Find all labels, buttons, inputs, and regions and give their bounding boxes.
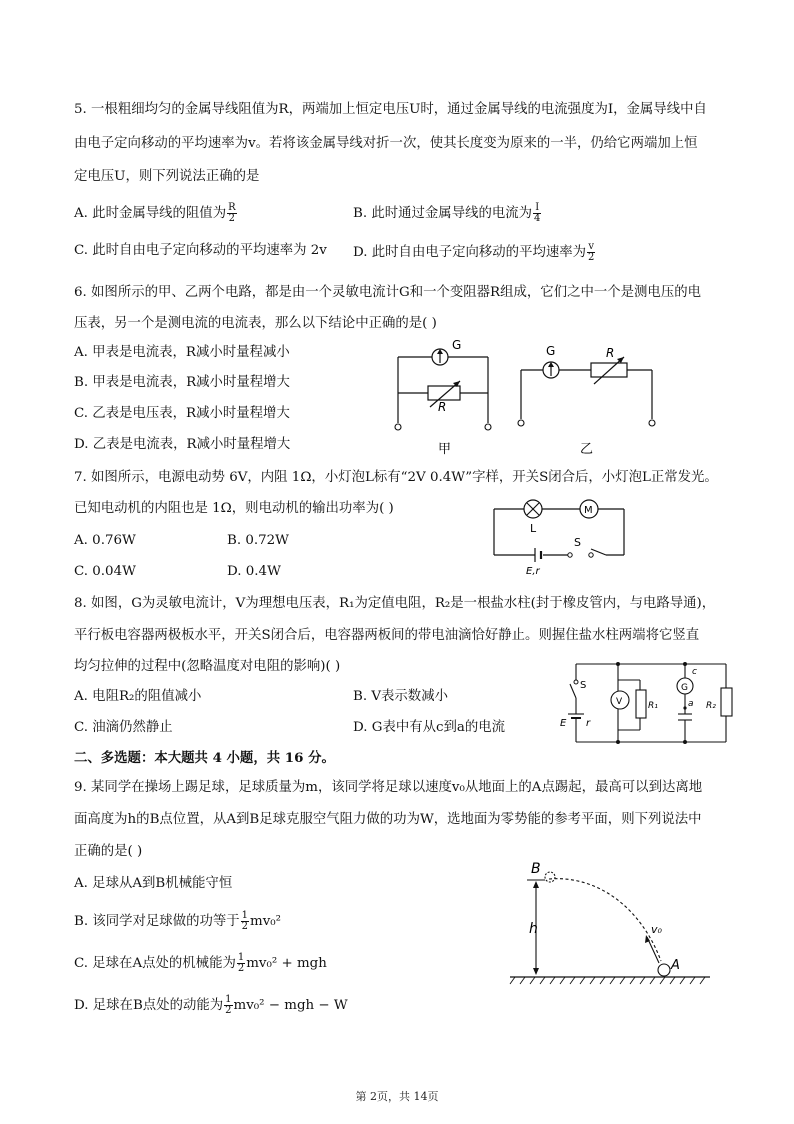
- q7-circuit-figure: [488, 495, 628, 577]
- q6-galvanometer-jia: [432, 349, 448, 365]
- q9-option-d-expr: mv₀² − mgh − W: [233, 998, 348, 1013]
- q9-stem-line1: 9. 某同学在操场上踢足球，足球质量为m，该同学将足球以速度v₀从地面上的A点踢起，最高可以到达离地: [74, 780, 703, 795]
- q8-circuit-figure: [558, 658, 748, 750]
- q8-label-s: S: [580, 680, 587, 691]
- q6-circuit-figure: [390, 335, 670, 460]
- q5-stem-line1: 5. 一根粗细均匀的金属导线阻值为R，两端加上恒定电压U时，通过金属导线的电流强度为I，金属导线中自: [74, 102, 707, 117]
- q7-label-l: L: [530, 522, 537, 535]
- q9-label-b: B: [531, 861, 541, 877]
- q8-label-g: G: [681, 683, 688, 693]
- q9-option-d-text: D. 足球在B点处的动能为: [74, 998, 224, 1013]
- q5-stem-line3: 定电压U，则下列说法正确的是: [74, 169, 260, 184]
- q9-option-d[interactable]: [74, 995, 348, 1016]
- q8-option-b[interactable]: B. V表示数减小: [353, 689, 448, 704]
- q7-option-c[interactable]: C. 0.04W: [74, 564, 136, 579]
- q8-label-e: E: [560, 718, 567, 729]
- q8-oil-drop: [683, 706, 686, 709]
- q9-label-v0: v₀: [651, 923, 662, 936]
- q9-option-c[interactable]: [74, 953, 327, 974]
- q6-label-g-jia: G: [452, 338, 462, 352]
- q6-label-r-yi: R: [606, 346, 615, 360]
- q7-lamp-icon: [524, 500, 542, 518]
- q6-option-c[interactable]: C. 乙表是电压表，R减小时量程增大: [74, 406, 290, 421]
- q6-option-d[interactable]: D. 乙表是电流表，R减小时量程增大: [74, 437, 291, 452]
- q5-option-a-text: A. 此时金属导线的阻值为: [74, 206, 227, 221]
- q8-label-a: a: [688, 699, 694, 709]
- section-multi-choice-title: 二、多选题：本大题共 4 小题，共 16 分。: [74, 750, 335, 766]
- q7-stem-line2: 已知电动机的内阻也是 1Ω，则电动机的输出功率为( ): [74, 501, 394, 516]
- page-footer: 第 2页，共 14页: [355, 1090, 439, 1103]
- q5-option-a-fraction: $\frac{R}{2}$: [228, 202, 236, 224]
- q7-label-er: E,r: [526, 566, 540, 577]
- q9-trajectory-figure: [505, 855, 715, 990]
- q5-stem-line2: 由电子定向移动的平均速率为v。若将该金属导线对折一次，使其长度变为原来的一半，仍给它两端加上恒: [74, 136, 698, 151]
- q8-option-a[interactable]: A. 电阻R₂的阻值减小: [74, 689, 202, 704]
- q9-option-b-text: B. 该同学对足球做的功等于: [74, 914, 240, 929]
- q9-option-c-fraction: $\frac{1}{2}$: [237, 952, 245, 974]
- q9-option-a[interactable]: A. 足球从A到B机械能守恒: [74, 876, 233, 891]
- q5-option-b-fraction: $\frac{I}{4}$: [534, 202, 541, 224]
- q5-option-d-text: D. 此时自由电子定向移动的平均速率为: [353, 245, 587, 260]
- q6-option-a[interactable]: A. 甲表是电流表，R减小时量程减小: [74, 345, 290, 360]
- q8-label-r: r: [586, 718, 591, 729]
- q8-stem-line2: 平行板电容器两极板水平，开关S闭合后，电容器两板间的带电油滴恰好静止。则握住盐水柱两端将它竖直: [74, 628, 700, 643]
- q9-option-c-expr: mv₀² + mgh: [246, 956, 327, 971]
- q9-option-c-text: C. 足球在A点处的机械能为: [74, 956, 236, 971]
- q7-option-d[interactable]: D. 0.4W: [227, 564, 281, 579]
- q8-stem-line1: 8. 如图，G为灵敏电流计，V为理想电压表，R₁为定值电阻，R₂是一根盐水柱(封于橡皮管内，与电路导通)，: [74, 596, 716, 611]
- q6-stem-line2: 压表，另一个是测电流的电流表，那么以下结论中正确的是( ): [74, 316, 437, 331]
- q7-label-m: M: [584, 505, 593, 516]
- q9-ground-hatching: [510, 977, 705, 984]
- q5-option-b-text: B. 此时通过金属导线的电流为: [353, 206, 533, 221]
- q7-option-b[interactable]: B. 0.72W: [227, 533, 289, 548]
- q8-option-c[interactable]: C. 油滴仍然静止: [74, 720, 173, 735]
- q9-stem-line3: 正确的是( ): [74, 844, 143, 859]
- q8-label-r1: R₁: [648, 701, 658, 711]
- q9-label-a: A: [671, 958, 680, 973]
- q7-label-s: S: [574, 536, 581, 549]
- q5-option-d[interactable]: [353, 242, 596, 263]
- q6-label-jia: 甲: [438, 442, 452, 457]
- q6-stem-line1: 6. 如图所示的甲、乙两个电路，都是由一个灵敏电流计G和一个变阻器R组成，它们之中一个是测电压的电: [74, 285, 701, 300]
- q5-option-a[interactable]: [74, 203, 238, 224]
- q9-option-b[interactable]: [74, 911, 281, 932]
- q5-option-c[interactable]: C. 此时自由电子定向移动的平均速率为 2v: [74, 243, 327, 258]
- q9-option-b-expr: mv₀²: [250, 914, 282, 929]
- q8-label-v: V: [616, 697, 623, 707]
- q6-label-yi: 乙: [580, 442, 594, 457]
- q8-stem-line3: 均匀拉伸的过程中(忽略温度对电阻的影响)( ): [74, 659, 341, 674]
- q8-label-r2: R₂: [706, 701, 716, 711]
- q9-label-h: h: [529, 921, 538, 937]
- q6-option-b[interactable]: B. 甲表是电流表，R减小时量程增大: [74, 375, 290, 390]
- q6-galvanometer-yi: [543, 362, 559, 378]
- q9-option-d-fraction: $\frac{1}{2}$: [225, 994, 232, 1016]
- q6-label-g-yi: G: [546, 344, 556, 358]
- q9-stem-line2: 面高度为h的B点位置，从A到B足球克服空气阻力做的功为W，选地面为零势能的参考平面，则下列说法中: [74, 812, 702, 827]
- q6-label-r-jia: R: [438, 400, 447, 414]
- q7-option-a[interactable]: A. 0.76W: [74, 533, 136, 548]
- q7-stem-line1: 7. 如图所示，电源电动势 6V，内阻 1Ω，小灯泡L标有“2V 0.4W”字样，开关S闭合后，小灯泡L正常发光。: [74, 470, 718, 485]
- q8-option-d[interactable]: D. G表中有从c到a的电流: [353, 720, 506, 735]
- q5-option-d-fraction: $\frac{v}{2}$: [588, 241, 595, 263]
- q5-option-b[interactable]: [353, 203, 542, 224]
- q8-label-c: c: [692, 667, 697, 677]
- q9-option-b-fraction: $\frac{1}{2}$: [241, 910, 249, 932]
